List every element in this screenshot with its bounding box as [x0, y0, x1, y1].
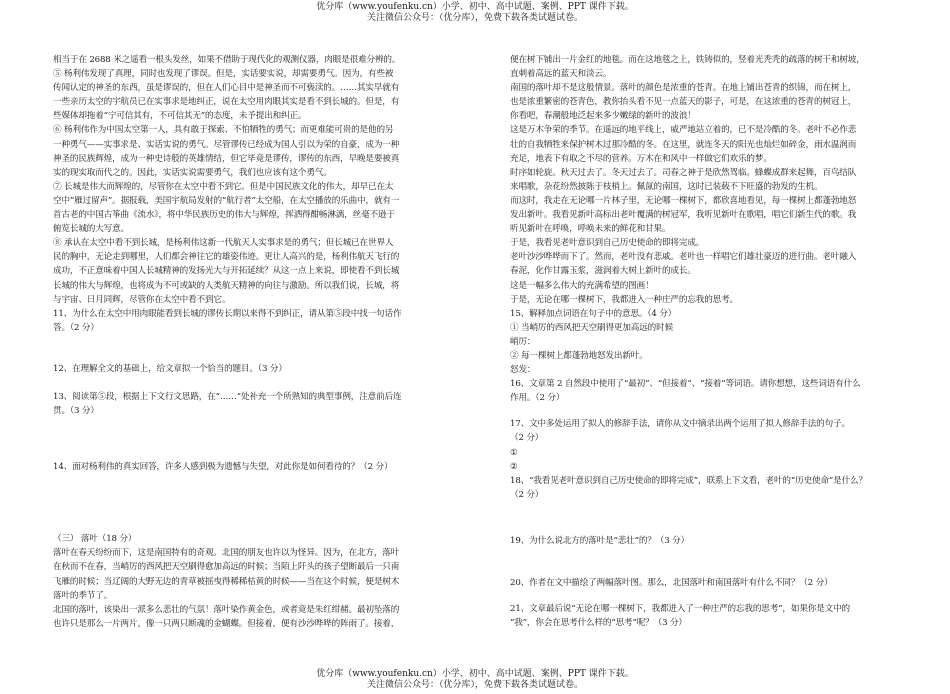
text-line: 落叶的季节了。	[53, 590, 113, 601]
text-line: 实的现实取而代之的。因此，实话实说需要勇气，我们也应该有这个勇气。	[53, 167, 332, 178]
answer-space	[53, 418, 450, 460]
page-footer	[0, 669, 950, 691]
text-line: 便在树下铺出一片金红的地毯。而在这地毯之上，铁铸似的，竖着光秃秃的疏落的树干和树坡，	[510, 55, 865, 65]
text-line: 春泥，化作甘露玉浆，滋润着大树上新叶的成长。	[510, 266, 696, 277]
question-17-line: 17、文中多处运用了拟人的修辞手法，请你从文中摘录出两个运用了拟人修辞手法的句子。	[510, 419, 850, 430]
question-15-answer-label: 峭厉：	[510, 336, 536, 347]
text-line: 落叶在春天纷纷而下，这是南国特有的奇观。北国的朋友也许以为怪异。因为，在北方，落叶	[53, 548, 400, 559]
text-line: 发出新叶。我看见新叶高标出老叶覆满的树冠军，我听见新叶在歌唱，唱它们新生代的歌。我	[510, 210, 857, 221]
answer-space	[510, 502, 904, 534]
text-line: 老叶沙沙哗哗而下了。然而，老叶没有悲戚。老叶也一样唱它们雄壮豪迈的进行曲。老叶融入	[510, 252, 857, 263]
text-line: 南国的落叶却不是这般情景。落叶的颜色是浓重的苍青。在地上铺出苍青的织锦，而在树上，	[510, 83, 857, 94]
question-15-item: ② 每一棵树上都蓬勃地怒发出新叶。	[510, 350, 648, 361]
text-line: 听见新叶在呼唤，呼唤未来的鲜花和甘果。	[510, 224, 671, 235]
page-header	[0, 2, 950, 24]
question-15-answer-label: 怒发：	[510, 365, 536, 376]
question-15-item: ① 当峭厉的西风把天空刷得更加高远的时候	[510, 322, 674, 333]
text-line: 于是，我看见老叶意识到自己历史使命的即将完成。	[510, 238, 705, 249]
question-14: 14、面对杨利伟的真实回答，许多人感到极为遗憾与失望，对此你是如何看待的？（2 分）	[53, 462, 393, 473]
text-line: 些媒体却拖着“宁可信其有，不可信其无”的态度，未予提出和纠正。	[53, 111, 307, 122]
answer-space	[53, 335, 450, 362]
text-line: ⑥ 杨利伟作为中国太空第一人，具有敢于探索、不怕牺牲的勇气；而更难能可贵的是他的另	[53, 125, 394, 136]
answer-space	[510, 405, 904, 417]
question-18-line: （2 分）	[510, 489, 544, 500]
left-column	[53, 53, 450, 631]
section-3-passage	[53, 532, 450, 631]
text-line: ⑧ 承认在太空中看不到长城，是杨利伟这新一代航天人实事求是的勇气；但长城已在世界人	[53, 238, 394, 249]
text-line: 于是，无论在哪一棵树下，我都进入一种庄严的忘我的思考。	[510, 294, 738, 305]
answer-space	[53, 474, 450, 532]
text-line: 也是浓重繁密的苍青色，教你抬头看不见一点蓝天的影子，可是，在这浓重的苍青的树冠上，	[510, 97, 857, 108]
question-21-line: “我”，你会在思考什么样的“思考”呢？（3 分）	[510, 618, 687, 629]
question-17-line: （2 分）	[510, 433, 544, 444]
text-line: 一种勇气——实事求是、实话实说的勇气。尽管谬传已经成为国人引以为荣的自豪，成为一种	[53, 139, 400, 150]
answer-space	[510, 590, 904, 602]
question-15: 15、解释加点词语在句子中的意思。（4 分）	[510, 308, 677, 319]
footer-line-1: 优分库（www.youfenku.cn）小学、初中、高中试题、案例、PPT 课件下载。	[316, 669, 634, 679]
text-line: 首古老的中国古筝曲《流水》，将中华民族历史的伟大与辉煌，挥洒得酣畅淋漓，丝毫不逊于	[53, 210, 395, 221]
text-line: 在秋而不在春，当峭厉的西风把天空刷得愈加高远的时候；当陌上阡头的孩子望断最后一只南	[53, 562, 400, 573]
text-line: 长城的伟大与辉煌，也将成为不可或缺的人类航天精神的向往与激励。所以我们说，长城，将	[53, 280, 400, 291]
text-line: 你看吧，春潮般地泛起来多少嫩绿的新叶的波浪！	[510, 111, 696, 122]
question-13-line: 13、阅读第⑤段，根据上下文行文思路，在“……”处补充一个所熟知的典型事例，注意前后连	[53, 391, 402, 402]
text-line: 这是万木争荣的季节。在遥远的地平线上，威严地站立着的，已不是冷酷的冬。老叶不必作悲	[510, 125, 857, 136]
question-13-line: 贯。（3 分）	[53, 406, 99, 417]
text-line: 这是一幅多么伟大的充满希望的图画！	[510, 280, 654, 291]
question-20: 20、作者在文中描绘了两幅落叶图。那么，北国落叶和南国落叶有什么不同？（2 分）	[510, 578, 833, 588]
question-21-line: 21、文章最后说“无论在哪一棵树下，我都进入了一种庄严的忘我的思考”，如果你是文中的	[510, 604, 850, 615]
header-line-2: 关注微信公众号：（优分库），免费下载各类试题试卷。	[366, 13, 583, 23]
text-line: 与宇宙、日月同辉，尽管你在太空中看不到它。	[53, 294, 231, 305]
header-line-1: 优分库（www.youfenku.cn）小学、初中、高中试题、案例、PPT 课件下载。	[316, 2, 634, 12]
text-line: 传闻认定的神圣的东西，虽是谬误的，但在人们心目中是神圣而不可亵渎的。……其实早就有	[53, 83, 400, 94]
text-line: ⑦ 长城是伟大而辉煌的，尽管你在太空中看不到它。但是中国民族文化的伟大，却早已在太	[53, 181, 394, 192]
right-column	[510, 53, 904, 630]
text-line: 而这时，我走在无论哪一片林子里，无论哪一棵树下，都欣喜地看见，每一棵树上都蓬勃地怒	[510, 195, 857, 206]
text-line: ⑤ 杨利伟发现了真理，同时也发现了谬误。但是，实话要实说，却需要勇气。因为，有些被	[53, 69, 394, 80]
text-line: 相当于在 2688 米之遥看一根头发丝，如果不借助于现代化的观测仪器，肉眼是很难分辨的。	[53, 55, 401, 65]
footer-line-2: 关注微信公众号：（优分库），免费下载各类试题试卷。	[366, 680, 583, 690]
text-line: 时序如轮旋。秋天过去了。冬天过去了。司春之神于是欣然驾临。蜂蝶成群来起舞，百鸟结队	[510, 167, 857, 178]
section-3-continued	[510, 53, 904, 405]
answer-space	[53, 376, 450, 390]
text-line: 壮的自我牺牲来保护树木过那冷酷的冬。在这里，就连冬天的阳光也灿烂如碎金，雨水温润而	[510, 139, 857, 150]
text-line: 神圣的民族辉煌，成为一种史诗般的英雄情结，但它毕竟是谬传，谬传的东西，早晚是要被真	[53, 153, 400, 164]
question-16-line: 作用。（2 分）	[510, 393, 565, 404]
question-19: 19、为什么说北方的落叶是“悲壮”的？（3 分）	[510, 535, 690, 546]
section-3-heading: （三） 落叶（18 分）	[53, 534, 137, 545]
text-line: 北国的落叶，该染出一派多么悲壮的气氛！落叶染作黄金色，或者竟是朱红绀赭。最初坠落的	[53, 604, 400, 615]
question-17-item: ①	[510, 447, 518, 458]
question-16-line: 16、文章第 2 自然段中使用了“最初”、“但接着”、“接着”等词语。请你想想，这些词语有什么	[510, 379, 861, 390]
question-17-item: ②	[510, 461, 518, 472]
text-line: 一些亲历太空的宇航员已在实事求是地纠正，说在太空用肉眼其实是看不到长城的。但是，有	[53, 97, 400, 108]
text-line: 充足，地表下有取之不尽的营养。万木在和风中一样做它们欢乐的梦。	[510, 153, 772, 164]
text-line: 飞雁的时候；当辽阔的大野无边的青草被摇曳得稀稀枯黄的时候——当在这个时候，便是树木	[53, 576, 400, 587]
question-11-line: 答。（2 分）	[53, 322, 99, 333]
question-11-line: 11、为什么在太空中用肉眼能看到长城的谬传长期以来得不到纠正，请从第⑤段中找一句话作	[53, 308, 402, 319]
text-line: 民的胸中，无论走到哪里，人们都会神往它的雄姿伟迹。更让人高兴的是，杨利伟航天飞行的	[53, 252, 400, 263]
passage-2-text	[53, 53, 450, 335]
text-line: 成功，不正意味着中国人长城精神的发扬光大与开拓延续？从这一点上来说，即使看不到长城	[53, 266, 400, 277]
text-line: 来唱歌，杂花纷然披陈于枝梢上。佩氤的南国，这时已装载不下旺盛的勃发的生机。	[510, 181, 823, 192]
question-18-line: 18、“我看见老叶意识到自己历史使命的即将完成”，联系上下文看，老叶的“历史使命”是什么？	[510, 475, 867, 486]
text-line: 空中“雁过留声”。据报载，美国宇航局发射的“航行者”太空船，在太空播放的乐曲中，就有一	[53, 195, 400, 206]
answer-space	[510, 548, 904, 576]
question-12: 12、在理解全文的基础上，给文章拟一个恰当的题目。（3 分）	[53, 363, 287, 374]
text-line: 也许只是那么一片两片，像一只两只断魂的金蝴蝶。但接着，便有沙沙哗哗的阵雨了。接着，	[53, 618, 400, 629]
text-line: 俯览长城的大写意。	[53, 224, 129, 235]
text-line: 直刺着高远的蓝天和淡云。	[510, 69, 612, 80]
